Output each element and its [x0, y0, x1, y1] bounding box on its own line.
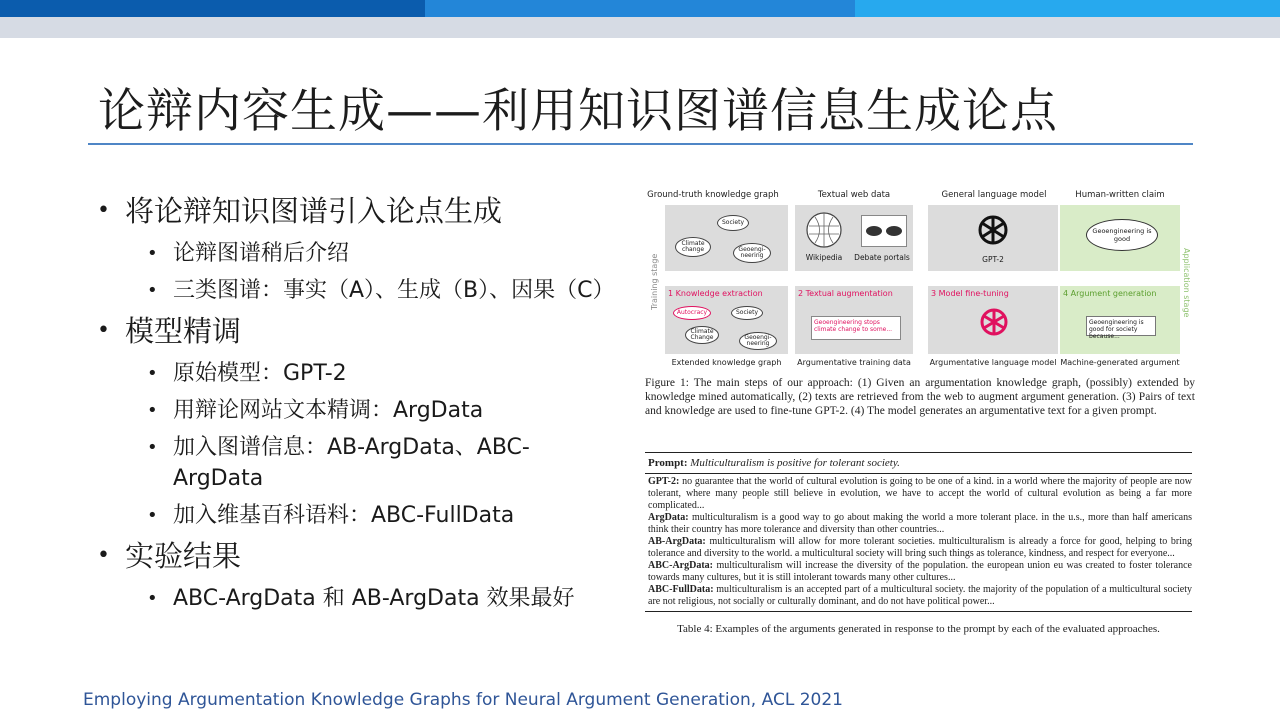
table-4: [645, 452, 1192, 636]
figure-1: [645, 190, 1195, 418]
panel-bottom-2: Argumentative training data: [797, 358, 911, 367]
figure-caption: Figure 1: The main steps of our approach: (1) Given an argumentation knowledge graph, (possibly) extended by knowledge mined automatically, (2) texts are retrieved from the web to augment argument generation. (3) Pairs of text and knowledge are used to fine-tune GPT-2. (4) The model generates an argumentative text for a given prompt.: [645, 377, 1195, 417]
panel-generation: [1060, 286, 1180, 354]
table-row: ArgData: multiculturalism is a good way to go about making the world a more tolerant place. in the u.s., more than half americans think their country has more tolerance and diversity than other countries...: [648, 512, 1193, 535]
panel-web-data: [795, 205, 913, 271]
step-1-label: 1 Knowledge extraction: [668, 289, 763, 298]
step-2-label: 2 Textual augmentation: [798, 289, 893, 298]
title-underline: [88, 143, 1193, 145]
node-autocracy: Autocracy: [673, 306, 711, 320]
wikipedia-label: Wikipedia: [805, 253, 843, 262]
sub-bullet-2-2: • 用辩论网站文本精调：ArgData: [95, 395, 615, 426]
sub-bullet-2-1: • 原始模型：GPT-2: [95, 358, 615, 389]
panel-augmentation: [795, 286, 913, 354]
panel-extraction: [665, 286, 788, 354]
sub-bullet-1-2: • 三类图谱：事实（A）、生成（B）、因果（C）: [95, 275, 615, 306]
openai-logo-pink-icon: [976, 304, 1012, 340]
sub-bullet-2-3: • 加入图谱信息：AB-ArgData、ABC-ArgData: [95, 432, 615, 494]
claim-bubble: Geoengineering is good: [1086, 219, 1158, 251]
banner-segment-light: [855, 0, 1280, 17]
panel-bottom-1: Extended knowledge graph: [671, 358, 782, 367]
sub-bullet-1-1: • 论辩图谱稍后介绍: [95, 238, 615, 269]
node-geo: Geoengi-neering: [733, 243, 771, 263]
sub-bullet-2-4: • 加入维基百科语料：ABC-FullData: [95, 500, 615, 531]
table-prompt: Prompt: Multiculturalism is positive for tolerant society.: [648, 457, 900, 469]
node-society-2: Society: [731, 306, 763, 320]
debate-portal-icon: [861, 215, 907, 247]
gpt2-label: GPT-2: [982, 255, 1004, 264]
bullet-3: • 实验结果: [95, 537, 615, 575]
panel-title-3: General language model: [941, 190, 1047, 200]
step-4-label: 4 Argument generation: [1063, 289, 1157, 298]
table-rows: [645, 474, 1192, 611]
table-row: ABC-ArgData: multiculturalism will increase the diversity of the population. the european union eu was created to foster tolerance towards many cultures, but it is still intolerant towards many other cultures...: [648, 560, 1192, 583]
training-stage-label: Training stage: [650, 253, 659, 310]
table-row: ABC-FullData: multiculturalism is an accepted part of a multicultural society. the majority of the population of a multicultural society are not religious, not socially or culturally dominant, and do not have political power...: [648, 584, 1192, 607]
wikipedia-globe-icon: [805, 211, 843, 249]
panel-knowledge-graph: [665, 205, 788, 271]
banner-segment-mid: [425, 0, 855, 17]
table-bottom-rule: [645, 611, 1192, 612]
table-row: AB-ArgData: multiculturalism will allow for more tolerant societies. multiculturalism is already a force for good, helping to bring tolerance and diversity to the world. a multicultural society will bring such things as tolerance, kindness, and respect for everyone...: [648, 536, 1193, 559]
panel-language-model: [928, 205, 1058, 271]
panel-bottom-4: Machine-generated argument: [1060, 358, 1180, 367]
augmented-text-card: Geoengineering stops climate change to some...: [811, 316, 901, 340]
generated-text-card: Geoengineering is good for society because...: [1086, 316, 1156, 336]
panel-claim: [1060, 205, 1180, 271]
slide-title: 论辩内容生成——利用知识图谱信息生成论点: [98, 84, 1058, 139]
top-banner: [0, 0, 1280, 38]
panel-title-2: Textual web data: [817, 190, 891, 200]
bullet-list: [95, 192, 615, 620]
panel-fine-tuning: [928, 286, 1058, 354]
banner-segment-dark: [0, 0, 425, 17]
sub-bullet-3-1: • ABC-ArgData 和 AB-ArgData 效果最好: [95, 583, 615, 614]
node-society: Society: [717, 215, 749, 231]
panel-bottom-3: Argumentative language model: [929, 358, 1057, 367]
application-stage-label: Application stage: [1182, 248, 1191, 318]
table-row: GPT-2: no guarantee that the world of cultural evolution is going to be one of a kind. in a world where the majority of people are now tolerant, where many people still believe in evolution, we have to accept the world of cultural evolution as being a far more complicated...: [648, 476, 1192, 511]
openai-logo-icon: [974, 211, 1012, 249]
bullet-2: • 模型精调: [95, 312, 615, 350]
citation-footer: Employing Argumentation Knowledge Graphs for Neural Argument Generation, ACL 2021: [83, 690, 843, 710]
step-3-label: 3 Model fine-tuning: [931, 289, 1009, 298]
table-caption: Table 4: Examples of the arguments generated in response to the prompt by each of the evaluated approaches.: [677, 623, 1160, 635]
panel-title-4: Human-written claim: [1075, 190, 1165, 200]
figure-panels: [645, 190, 1195, 370]
bullet-1: • 将论辩知识图谱引入论点生成: [95, 192, 615, 230]
node-geo-2: Geoengi-neering: [739, 332, 777, 350]
node-climate-2: Climate Change: [685, 326, 719, 344]
debate-portals-label: Debate portals: [854, 253, 910, 262]
node-climate: Climate change: [675, 237, 711, 257]
panel-title-1: Ground-truth knowledge graph: [647, 190, 779, 200]
